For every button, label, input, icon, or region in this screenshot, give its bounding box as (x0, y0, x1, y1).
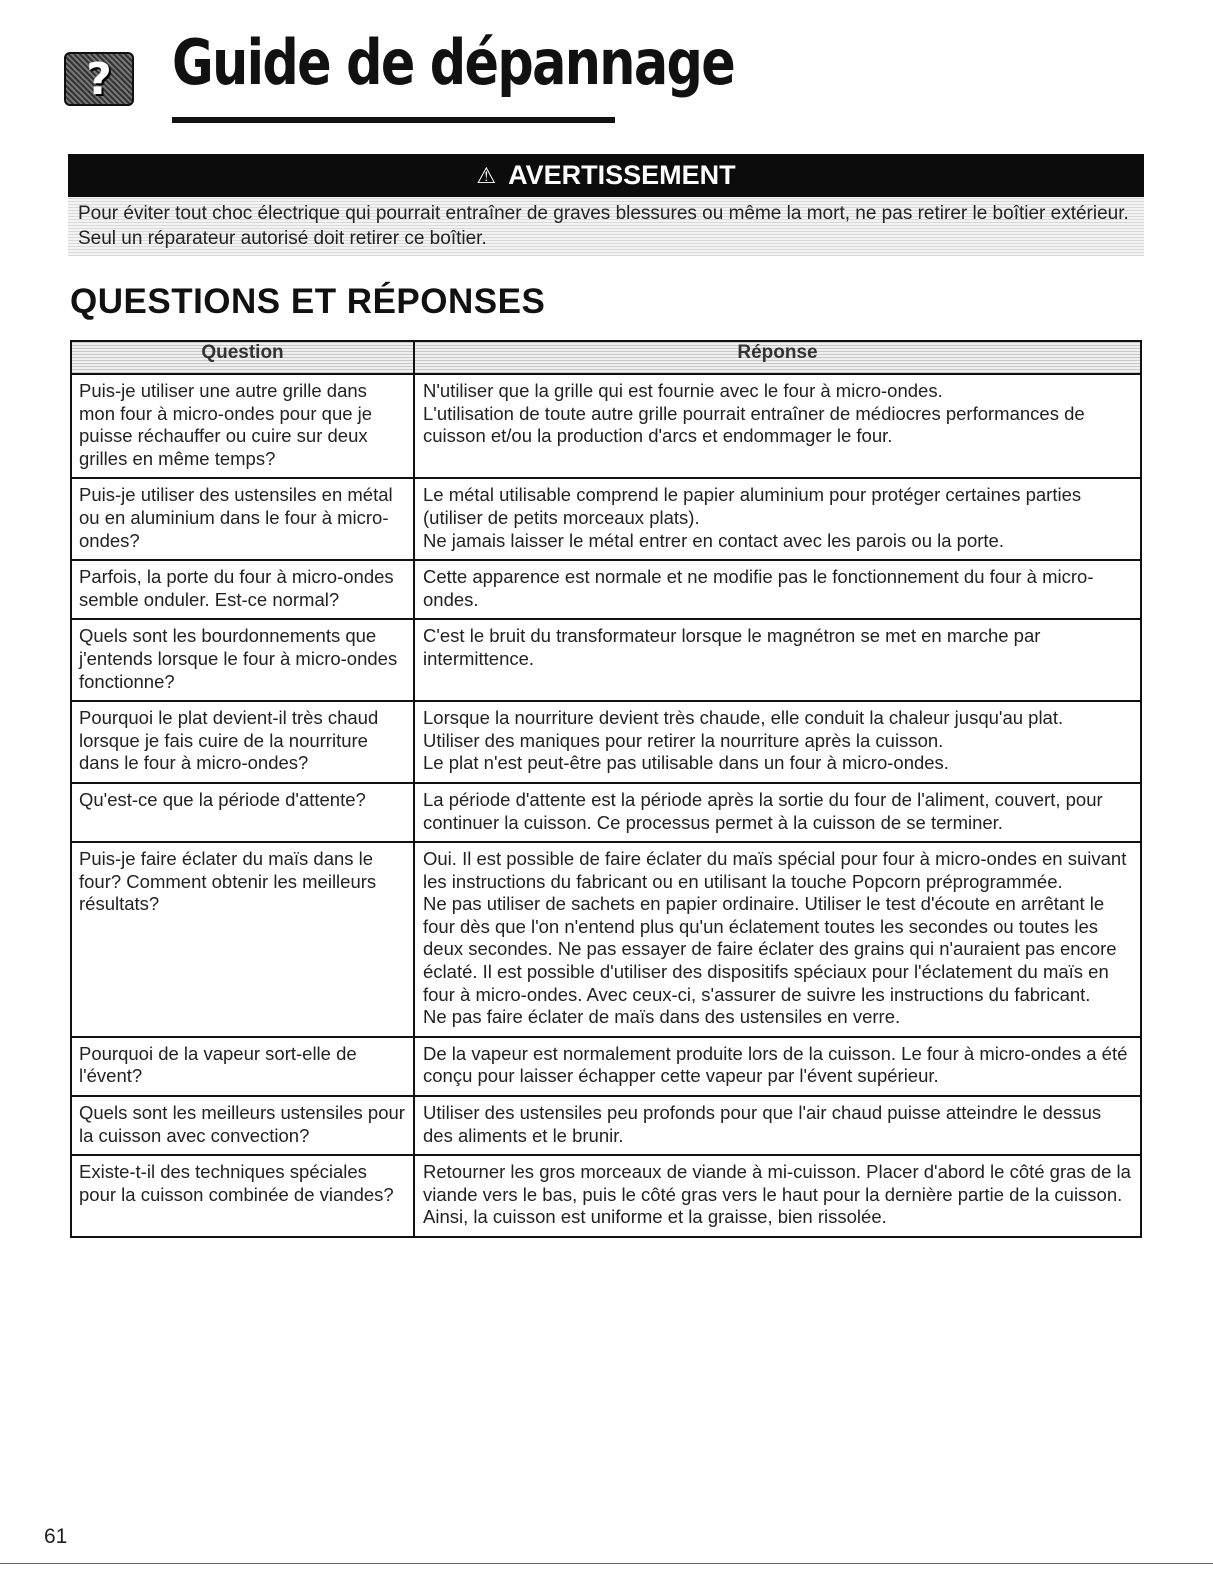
answer-paragraph: Lorsque la nourriture devient très chaude, elle conduit la chaleur jusqu'au plat. (423, 707, 1064, 729)
table-row (71, 783, 1141, 842)
table-row (71, 1037, 1141, 1096)
table-row (71, 1096, 1141, 1155)
answer-cell (414, 560, 1141, 619)
table-row (71, 478, 1141, 560)
answer-paragraph: Utiliser des maniques pour retirer la nourriture après la cuisson. (423, 729, 944, 751)
answer-paragraph: Utiliser des ustensiles peu profonds pour que l'air chaud puisse atteindre le dessus des aliments et le brunir. (423, 1102, 1102, 1146)
question-mark-icon (64, 52, 134, 106)
title-underline (172, 117, 615, 123)
question-cell: Pourquoi le plat devient-il très chaud lorsque je fais cuire de la nourriture dans le four à micro-ondes? (71, 701, 414, 783)
warning-box (68, 154, 1144, 256)
page-title: Guide de dépannage (172, 26, 735, 99)
answer-paragraph: Cette apparence est normale et ne modifie pas le fonctionnement du four à micro-ondes. (423, 566, 1094, 610)
answer-cell (414, 1155, 1141, 1237)
answer-cell (414, 783, 1141, 842)
answer-cell (414, 374, 1141, 478)
warning-header (68, 154, 1144, 197)
table-header-row (71, 341, 1141, 374)
answer-paragraph: Retourner les gros morceaux de viande à mi-cuisson. Placer d'abord le côté gras de la viande vers le bas, puis le côté gras vers le haut pour la dernière partie de la cuisson. Ainsi, la cuisson est uniforme et la graisse, bien rissolée. (423, 1161, 1131, 1228)
table-row (71, 619, 1141, 701)
table-row (71, 374, 1141, 478)
page-number: 61 (44, 1525, 68, 1548)
answer-cell (414, 701, 1141, 783)
answer-paragraph: C'est le bruit du transformateur lorsque le magnétron se met en marche par intermittence. (423, 625, 1041, 669)
column-header-answer: Réponse (414, 341, 1141, 374)
question-cell: Puis-je utiliser des ustensiles en métal ou en aluminium dans le four à micro-ondes? (71, 478, 414, 560)
warning-triangle-icon: ⚠ (476, 162, 497, 188)
answer-cell (414, 478, 1141, 560)
warning-title: AVERTISSEMENT (508, 160, 736, 190)
table-body (71, 374, 1141, 1237)
answer-cell (414, 842, 1141, 1037)
question-mark-glyph: ? (86, 53, 112, 105)
warning-text (68, 197, 1144, 256)
question-cell: Puis-je faire éclater du maïs dans le four? Comment obtenir les meilleurs résultats? (71, 842, 414, 1037)
answer-paragraph: De la vapeur est normalement produite lors de la cuisson. Le four à micro-ondes a été conçu pour laisser échapper cette vapeur par l'évent supérieur. (423, 1042, 1128, 1087)
section-title: QUESTIONS ET RÉPONSES (70, 282, 546, 321)
table-row (71, 560, 1141, 619)
qa-table (70, 340, 1142, 1238)
answer-paragraph: Ne pas faire éclater de maïs dans des ustensiles en verre. (423, 1006, 901, 1028)
answer-cell (414, 1096, 1141, 1155)
bottom-rule (0, 1563, 1213, 1564)
question-cell: Pourquoi de la vapeur sort-elle de l'évent? (71, 1037, 414, 1096)
answer-paragraph: L'utilisation de toute autre grille pourrait entraîner de médiocres performances de cuisson et/ou la production d'arcs et endommager le four. (423, 402, 1085, 447)
question-cell: Qu'est-ce que la période d'attente? (71, 783, 414, 842)
table-row (71, 1155, 1141, 1237)
question-cell: Quels sont les bourdonnements que j'entends lorsque le four à micro-ondes fonctionne? (71, 619, 414, 701)
question-cell: Parfois, la porte du four à micro-ondes semble onduler. Est-ce normal? (71, 560, 414, 619)
warning-line-1: Pour éviter tout choc électrique qui pourrait entraîner de graves blessures ou même la mort, ne pas retirer le boîtier extérieur. (78, 203, 1129, 224)
answer-paragraph: Le métal utilisable comprend le papier aluminium pour protéger certaines parties (utiliser de petits morceaux plats). (423, 484, 1082, 528)
answer-paragraph: N'utiliser que la grille qui est fournie avec le four à micro-ondes. (423, 380, 943, 401)
column-header-question: Question (71, 341, 414, 374)
answer-paragraph: Ne pas utiliser de sachets en papier ordinaire. Utiliser le test d'écoute en arrêtant le four dès que l'on n'entend plus qu'un éclatement toutes les secondes ou toutes les deux secondes. Ne pas essayer de faire éclater des grains qui n'auraient pas encore éclaté. Il est possible d'utiliser des dispositifs spéciaux pour l'éclatement du maïs en four à micro-ondes. Avec ceux-ci, s'assurer de suivre les instructions du fabricant. (423, 893, 1117, 1005)
table-row (71, 701, 1141, 783)
question-cell: Existe-t-il des techniques spéciales pour la cuisson combinée de viandes? (71, 1155, 414, 1237)
warning-line-2: Seul un réparateur autorisé doit retirer ce boîtier. (78, 228, 487, 249)
answer-paragraph: Oui. Il est possible de faire éclater du maïs spécial pour four à micro-ondes en suivant les instructions du fabricant ou en utilisant la touche Popcorn préprogrammée. (423, 848, 1127, 892)
table-row (71, 842, 1141, 1037)
question-cell: Puis-je utiliser une autre grille dans mon four à micro-ondes pour que je puisse réchauffer ou cuire sur deux grilles en même temps? (71, 374, 414, 478)
answer-paragraph: Ne jamais laisser le métal entrer en contact avec les parois ou la porte. (423, 529, 1004, 551)
answer-cell (414, 619, 1141, 701)
answer-paragraph: Le plat n'est peut-être pas utilisable dans un four à micro-ondes. (423, 752, 949, 774)
question-cell: Quels sont les meilleurs ustensiles pour la cuisson avec convection? (71, 1096, 414, 1155)
answer-cell (414, 1037, 1141, 1096)
answer-paragraph: La période d'attente est la période après la sortie du four de l'aliment, couvert, pour continuer la cuisson. Ce processus permet à la cuisson de se terminer. (423, 788, 1103, 833)
